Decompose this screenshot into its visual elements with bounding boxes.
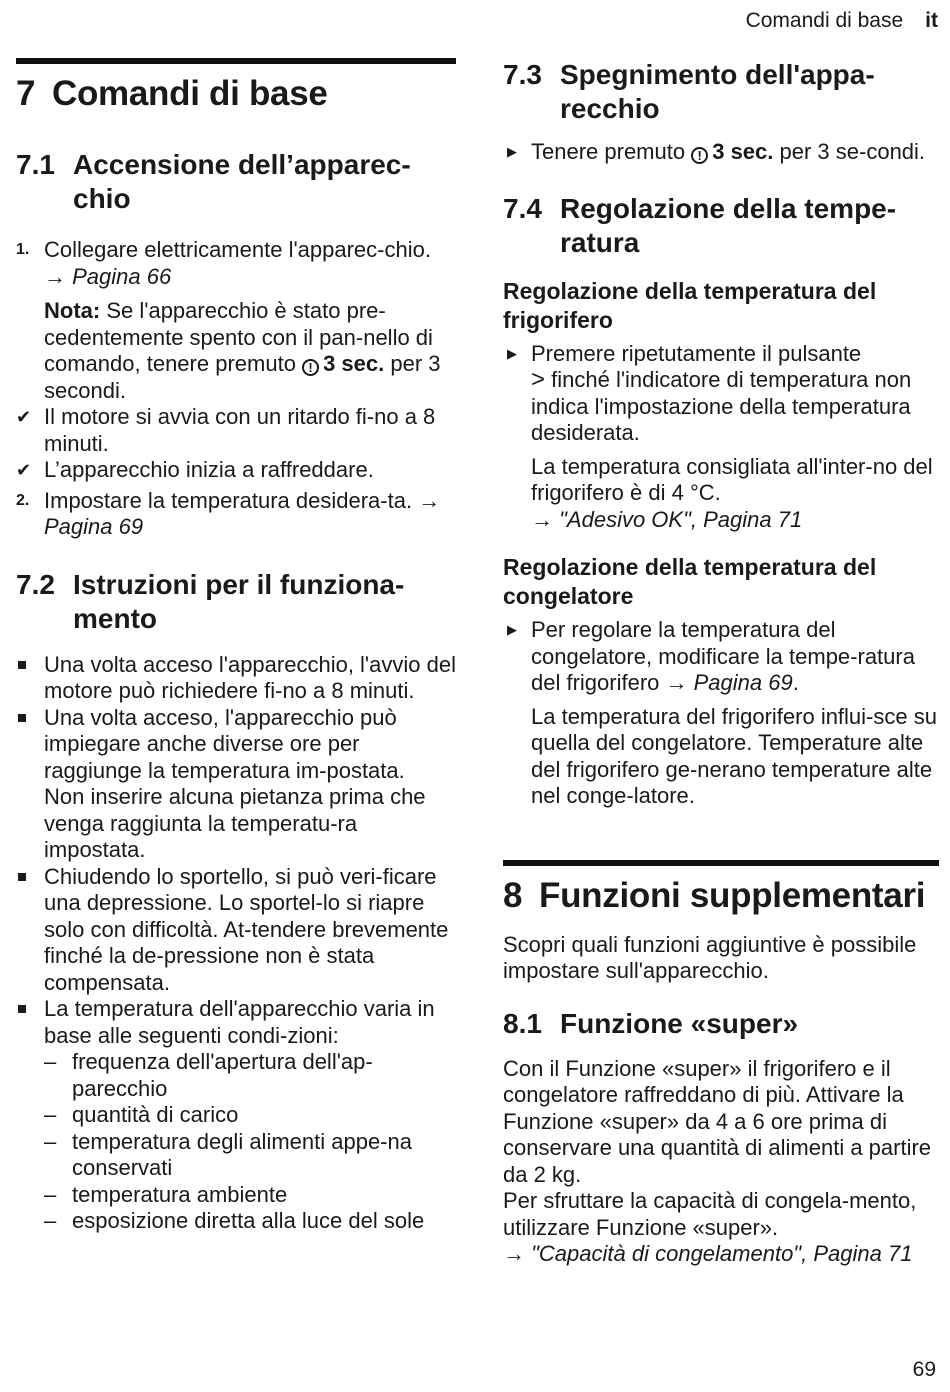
dash-item-2: – quantità di carico xyxy=(44,1102,239,1127)
bullet-icon xyxy=(16,705,44,864)
link-pagina-69[interactable]: → Pagina 69 xyxy=(665,670,793,695)
subheading-freezer: Regolazione della temperatura del congelatore xyxy=(503,554,877,609)
dash-item-4: – temperatura ambiente xyxy=(44,1181,288,1207)
action-freezer-temp: ▶ Per regolare la temperatura del congelatore, modificare la tempe-ratura del frigorifero → Pagina 69. xyxy=(507,617,915,695)
left-column xyxy=(16,58,456,1235)
result-2: ✔ L’apparecchio inizia a raffreddare. xyxy=(16,457,374,482)
check-icon: ✔ xyxy=(16,407,32,427)
right-column xyxy=(503,58,939,1268)
note: Nota: Se l'apparecchio è stato pre-cedentemente spento con il pan-nello di comando, tenere premuto ! 3 sec. per 3 secondi. xyxy=(44,298,441,403)
power-icon: ! xyxy=(691,147,708,164)
section-8-1-title: 8.1 Funzione «super» xyxy=(503,1007,799,1039)
bullet-icon xyxy=(16,996,44,1049)
bullet-4: La temperatura dell'apparecchio varia in base alle seguenti condi-zioni: xyxy=(16,996,456,1049)
chapter-7-title: 7 Comandi di base xyxy=(16,74,328,113)
subheading-fridge: Regolazione della temperatura del frigorifero xyxy=(503,277,877,333)
super-paragraph-1: Con il Funzione «super» il frigorifero e il congelatore raffreddano di più. Attivare la Funzione «super» da 4 a 6 ore prima di conservare una quantità di alimenti a partire da 2 kg. xyxy=(503,1055,932,1187)
bullet-icon xyxy=(16,864,44,997)
section-7-2-title: 7.2 Istruzioni per il funziona-mento xyxy=(16,568,405,634)
section-7-1-title: 7.1 Accensione dell’apparec-chio xyxy=(16,149,411,214)
fridge-info: La temperatura consigliata all'inter-no del frigorifero è di 4 °C. → "Adesivo OK", Pagina 71 xyxy=(531,453,933,532)
link-capacita-congelamento[interactable]: → "Capacità di congelamento", Pagina 71 xyxy=(503,1241,913,1266)
chapter-rule xyxy=(16,58,456,64)
chapter-8-title: 8 Funzioni supplementari xyxy=(503,875,926,915)
step-1: 1. Collegare elettricamente l'apparec-chio. → Pagina 66 xyxy=(16,237,431,289)
bullet-3: Chiudendo lo sportello, si può veri-ficare una depressione. Lo sportel-lo si riapre solo con difficoltà. At-tendere brevemente finché la de-pressione non è stata compensata. xyxy=(16,864,456,997)
dash-item-3: – temperatura degli alimenti appe-na conservati xyxy=(44,1128,412,1180)
step-2: 2. Impostare la temperatura desidera-ta. → Pagina 69 xyxy=(16,487,441,539)
bullet-1: Una volta acceso l'apparecchio, l'avvio del motore può richiedere fi-no a 8 minuti. xyxy=(16,652,456,705)
header-lang: it xyxy=(925,9,938,32)
freezer-info: La temperatura del frigorifero influi-sce su quella del congelatore. Temperature alte del frigorifero ge-nerano temperature alte nel conge-latore. xyxy=(531,703,937,808)
action-fridge-temp: ▶ Premere ripetutamente il pulsante > finché l'indicatore di temperatura non indica l'impostazione della temperatura desiderata. xyxy=(507,340,912,445)
running-header xyxy=(746,9,938,33)
dash-item-1: – frequenza dell'apertura dell'ap-parecchio xyxy=(44,1049,373,1101)
link-pagina-66[interactable]: → Pagina 66 xyxy=(44,263,172,289)
section-7-3-title: 7.3 Spegnimento dell'appa-recchio xyxy=(503,59,875,124)
bullet-2: Una volta acceso, l'apparecchio può impiegare anche diverse ore per raggiunge la temperatura im-postata. Non inserire alcuna pietanza prima che venga raggiunta la temperatu-ra impostata. xyxy=(16,705,456,864)
link-adesivo-ok[interactable]: → "Adesivo OK", Pagina 71 xyxy=(531,506,803,532)
section-7-4-title: 7.4 Regolazione della tempe-ratura xyxy=(503,192,897,258)
check-icon: ✔ xyxy=(16,460,32,480)
bullet-icon xyxy=(16,652,44,705)
dash-item-5: – esposizione diretta alla luce del sole xyxy=(44,1208,425,1233)
result-1: ✔ Il motore si avvia con un ritardo fi-no a 8 minuti. xyxy=(16,404,436,456)
power-icon: ! xyxy=(302,359,319,376)
link-pagina-69[interactable]: → Pagina 69 xyxy=(44,487,441,539)
page-number: 69 xyxy=(912,1358,936,1381)
chevron-right-icon: > xyxy=(531,366,546,393)
chapter-rule xyxy=(503,860,939,866)
action-switch-off: ▶ Tenere premuto ! 3 sec. per 3 se-condi. xyxy=(507,139,926,164)
chapter-8-intro: Scopri quali funzioni aggiuntive è possibile impostare sull'apparecchio. xyxy=(503,931,917,983)
super-paragraph-2: Per sfruttare la capacità di congela-mento, utilizzare Funzione «super». xyxy=(503,1188,917,1240)
header-section: Comandi di base xyxy=(745,9,904,32)
